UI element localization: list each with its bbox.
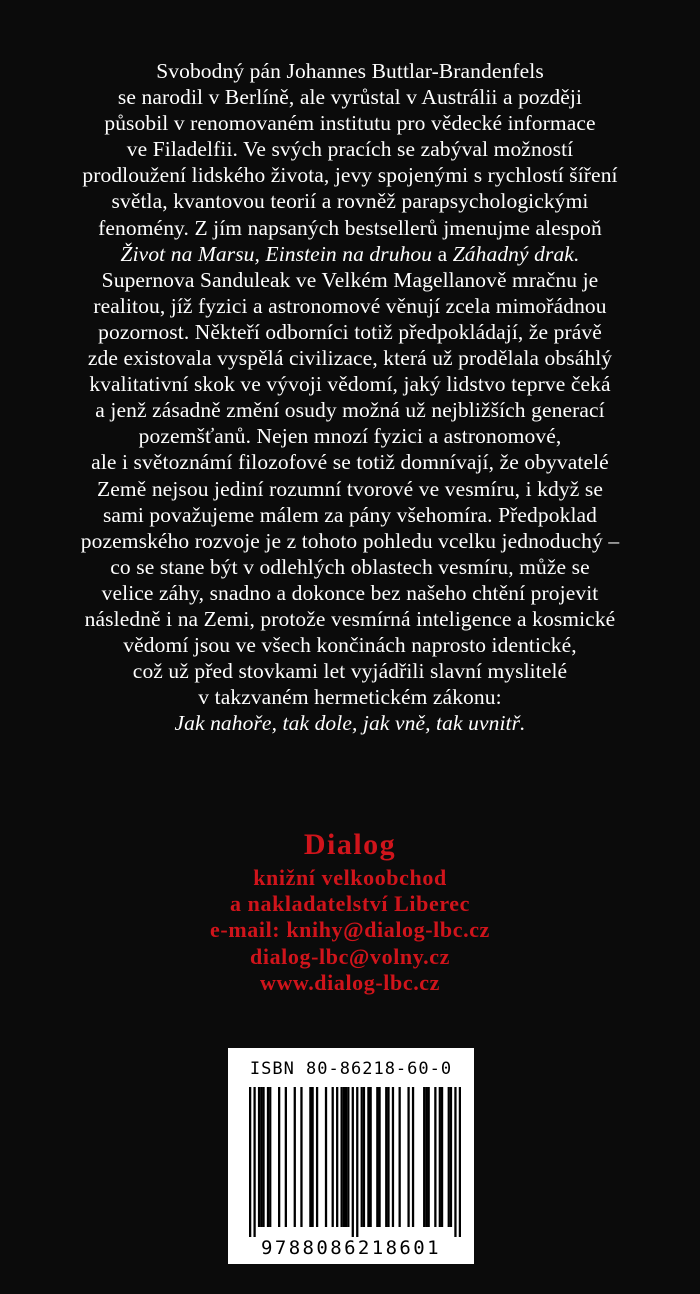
blurb-line: což už před stovkami let vyjádřili slavní myslitelé <box>132 659 568 684</box>
blurb-line: ve Filadelfii. Ve svých pracích se zabýval možností <box>126 137 574 162</box>
publisher-email-alt: dialog-lbc@volny.cz <box>250 943 450 969</box>
blurb-line: co se stane být v odlehlých oblastech vesmíru, může se <box>110 554 590 579</box>
barcode-bar <box>340 1087 342 1227</box>
blurb-line: fenomény. Z jím napsaných bestsellerů jmenujme alespoň <box>98 215 602 240</box>
barcode-bars <box>249 1087 461 1237</box>
barcode-bar <box>267 1087 269 1227</box>
blurb-line: světla, kvantovou teorií a rovněž parapsychologickými <box>111 189 589 214</box>
barcode-bar <box>285 1087 287 1227</box>
barcode-bar <box>343 1087 345 1227</box>
publisher-description: knižní velkoobchod <box>253 865 447 890</box>
blurb-text <box>0 58 700 736</box>
blurb-line: se narodil v Berlíně, ale vyrůstal v Austrálii a později <box>117 85 583 110</box>
barcode-bar <box>450 1087 452 1227</box>
blurb-line: ale i světoznámí filozofové se totiž domnívají, že obyvatelé <box>91 450 609 475</box>
barcode-bar <box>387 1087 389 1227</box>
titles-joiner: a <box>432 241 453 266</box>
blurb-line: v takzvaném hermetickém zákonu: <box>198 685 502 710</box>
barcode-bar <box>423 1087 425 1227</box>
blurb-line: prodloužení lidského života, jevy spojenými s rychlostí šíření <box>82 163 618 188</box>
blurb-line: zde existovala vyspělá civilizace, která už prodělala obsáhlý <box>87 346 613 371</box>
blurb-line: pozornost. Někteří odborníci totiž předpokládají, že právě <box>98 319 602 344</box>
barcode-bar <box>278 1087 280 1227</box>
book-title: Život na Marsu, Einstein na druhou <box>120 241 433 266</box>
isbn-label: ISBN 80-86218-60-0 <box>249 1059 453 1079</box>
ean-digits: 9788086218601 <box>261 1237 441 1259</box>
blurb-line: a jenž zásadně změní osudy možná už nejbližších generací <box>95 398 605 423</box>
blurb-line: pozemského rozvoje je z tohoto pohledu vcelku jednoduchý – <box>80 528 620 553</box>
barcode-bar <box>399 1087 401 1227</box>
blurb-line: Supernova Sanduleak ve Velkém Magellanově mračnu je <box>101 267 599 292</box>
barcode-bar <box>407 1087 409 1227</box>
barcode-bar <box>253 1087 255 1237</box>
barcode-bar <box>336 1087 338 1227</box>
blurb-line: pozemšťanů. Nejen mnozí fyzici a astronomové, <box>138 424 562 449</box>
barcode-bar <box>367 1087 369 1227</box>
barcode-bar <box>425 1087 427 1227</box>
publisher-email: e-mail: knihy@dialog-lbc.cz <box>210 917 490 943</box>
barcode-bar <box>269 1087 271 1227</box>
barcode-bar <box>262 1087 264 1227</box>
barcode-bar <box>332 1087 334 1227</box>
barcode-bar <box>345 1087 347 1227</box>
barcode-bar <box>361 1087 363 1227</box>
publisher-location: a nakladatelství Liberec <box>229 891 471 917</box>
isbn-barcode <box>228 1048 474 1264</box>
barcode-bar <box>378 1087 380 1227</box>
hermetic-motto <box>0 710 700 736</box>
publisher-website: www.dialog-lbc.cz <box>259 969 441 995</box>
barcode-bar <box>439 1087 441 1227</box>
book-title: Záhadný drak. <box>452 241 580 266</box>
barcode-bar <box>448 1087 450 1227</box>
barcode-bar <box>376 1087 378 1227</box>
barcode-bar <box>347 1087 349 1227</box>
barcode-bar <box>249 1087 251 1237</box>
barcode-bar <box>370 1087 372 1227</box>
blurb-line: Svobodný pán Johannes Buttlar-Brandenfels <box>156 59 544 83</box>
blurb-line: následně i na Zemi, protože vesmírná inteligence a kosmické <box>84 606 616 631</box>
barcode-bar <box>412 1087 414 1227</box>
barcode-bar <box>352 1087 354 1237</box>
blurb-line: realitou, jíž fyzici a astronomové věnují zcela mimořádnou <box>93 293 607 318</box>
blurb-line: sami považujeme málem za pány všehomíra. Předpoklad <box>102 502 598 527</box>
barcode-bar <box>385 1087 387 1227</box>
barcode-bar <box>363 1087 365 1227</box>
barcode-bar <box>300 1087 302 1227</box>
barcode-bar <box>428 1087 430 1227</box>
blurb-line: vědomí jsou ve všech končinách naprosto identické, <box>123 633 577 658</box>
blurb-line: Země nejsou jediní rozumní tvorové ve vesmíru, i když se <box>97 476 603 501</box>
barcode-bar <box>309 1087 311 1227</box>
barcode-bar <box>260 1087 262 1227</box>
motto-text: Jak nahoře, tak dole, jak vně, tak uvnitř. <box>174 711 526 736</box>
book-titles-line <box>0 241 700 267</box>
blurb-line: kvalitativní skok ve vývoji vědomí, jaký lidstvo teprve čeká <box>89 372 611 397</box>
publisher-block <box>0 825 700 996</box>
blurb-line: velice záhy, snadno a dokonce bez našeho chtění projevit <box>101 580 599 605</box>
barcode-bar <box>434 1087 436 1227</box>
barcode-bar <box>316 1087 318 1227</box>
barcode-bar <box>311 1087 313 1227</box>
barcode-bar <box>294 1087 296 1227</box>
barcode-bar <box>459 1087 461 1237</box>
barcode-bar <box>325 1087 327 1227</box>
barcode-bar <box>441 1087 443 1227</box>
blurb-line: působil v renomovaném institutu pro vědecké informace <box>104 111 596 136</box>
barcode-bar <box>356 1087 358 1237</box>
barcode-bar <box>454 1087 456 1237</box>
barcode-bar <box>392 1087 394 1227</box>
publisher-name: Dialog <box>303 828 397 861</box>
barcode-bar <box>258 1087 260 1227</box>
